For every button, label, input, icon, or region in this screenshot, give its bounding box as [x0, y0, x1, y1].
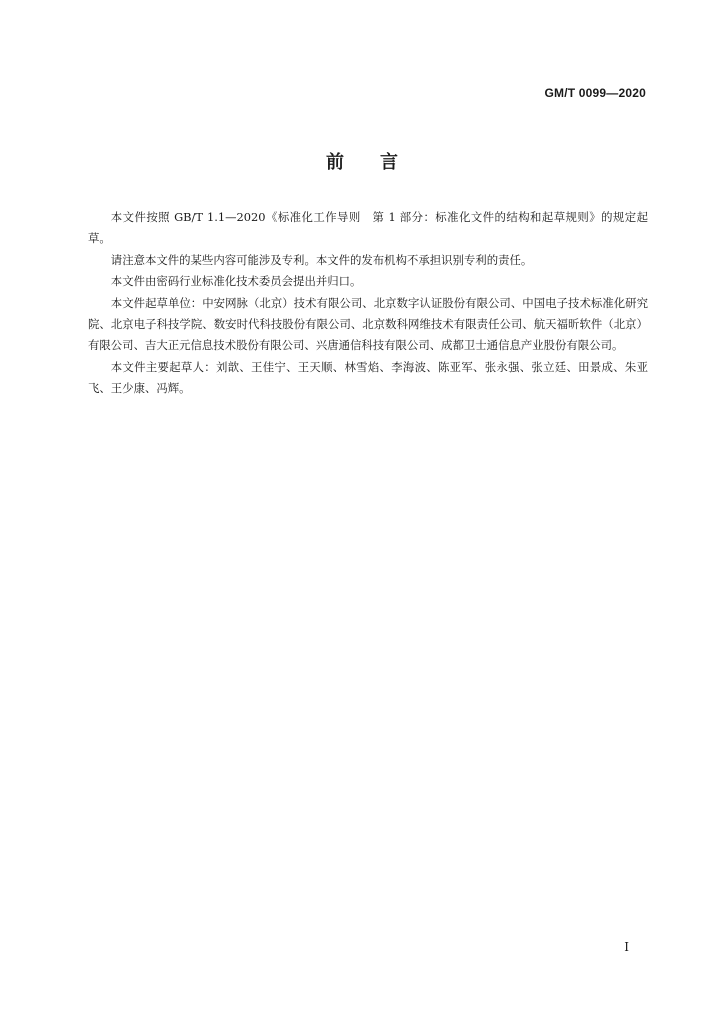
- paragraph-drafting-rules: 本文件按照 GB/T 1.1—2020《标准化工作导则 第 1 部分：标准化文件的结构和起草规则》的规定起草。: [88, 210, 648, 246]
- paragraph-patent-notice: 请注意本文件的某些内容可能涉及专利。本文件的发布机构不承担识别专利的责任。: [110, 252, 533, 267]
- paragraph-main-drafters: 本文件主要起草人：刘歆、王佳宁、王天顺、林雪焰、李海波、陈亚军、张永强、张立廷、田景成、朱亚飞、王少康、冯辉。: [88, 359, 648, 396]
- foreword-body: [88, 207, 648, 400]
- paragraph-proposer: 本文件由密码行业标准化技术委员会提出并归口。: [110, 274, 362, 289]
- standard-code: GM/T 0099—2020: [544, 86, 646, 100]
- page-number: I: [624, 940, 629, 954]
- page-title: 前言: [326, 152, 434, 173]
- paragraph-drafting-units: 本文件起草单位：中安网脉（北京）技术有限公司、北京数字认证股份有限公司、中国电子技术标准化研究院、北京电子科技学院、数安时代科技股份有限公司、北京数科网维技术有限责任公司、航天福昕软件（北京）有限公司、吉大正元信息技术股份有限公司、兴唐通信科技有限公司、成都卫士通信息产业股份有限公司。: [88, 295, 648, 353]
